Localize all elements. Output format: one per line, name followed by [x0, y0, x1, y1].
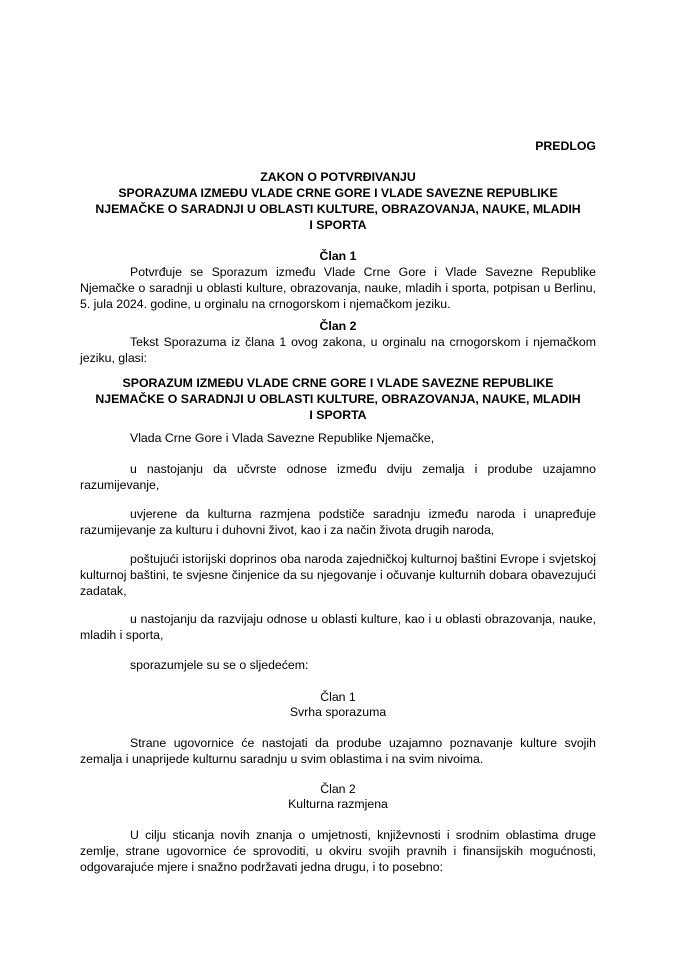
preamble-agreed: sporazumjele su se o sljedećem: [130, 658, 309, 672]
article-1-heading: Član 1 [320, 690, 356, 704]
clan-2-heading: Član 2 [319, 319, 357, 333]
law-title-line-1: ZAKON O POTVRĐIVANJU [260, 170, 416, 184]
clan-1-text: Potvrđuje se Sporazum između Vlade Crne Gore i Vlade Savezne Republike Njemačke o saradnji u oblasti kulture, obrazovanja, nauke, mladih i sporta, potpisan u Berlinu, 5. jula 2024. godine, u orginalu na crnogorskom i njemačkom jeziku. [80, 265, 596, 311]
preamble-paragraph-3: poštujući istorijski doprinos oba naroda zajedničkoj kulturnoj baštini Evrope i svjetskoj kulturnoj baštini, te svjesne činjenice da su njegovanje i očuvanje kulturnih dobara obavezujući zadatak, [80, 552, 596, 598]
preamble-paragraph-2: uvjerene da kulturna razmjena podstiče saradnju između naroda i unapređuje razumijevanje za kulturu i duhovni život, kao i za način života drugih naroda, [80, 507, 596, 537]
preamble-paragraph-4: u nastojanju da razvijaju odnose u oblasti kulture, kao i u oblasti obrazovanja, nauke, mladih i sporta, [80, 612, 596, 642]
law-title-line-4: I SPORTA [309, 218, 367, 232]
article-1-text: Strane ugovornice će nastojati da prodube uzajamno poznavanje kulture svojih zemalja i unaprijede kulturnu saradnju u svim oblastima i na svim nivoima. [80, 736, 596, 766]
law-title-line-3: NJEMAČKE O SARADNJI U OBLASTI KULTURE, OBRAZOVANJA, NAUKE, MLADIH [95, 202, 581, 216]
preamble-paragraph-1: u nastojanju da učvrste odnose između dviju zemalja i prodube uzajamno razumijevanje, [80, 462, 596, 492]
law-title [80, 169, 596, 233]
article-2-text: U cilju sticanja novih znanja o umjetnosti, književnosti i srodnim oblastima druge zemlje, strane ugovornice će sprovoditi, u okviru svojih pravnih i finansijskih mogućnosti, odgovarajuće mjere i snažno podržavati jedna drugu, i to posebno: [80, 828, 596, 874]
preamble-parties: Vlada Crne Gore i Vlada Savezne Republike Njemačke, [130, 431, 435, 445]
article-2-subtitle: Kulturna razmjena [288, 797, 388, 811]
agreement-title-line-1: SPORAZUM IZMEĐU VLADE CRNE GORE I VLADE SAVEZNE REPUBLIKE [122, 376, 554, 390]
clan-2-text: Tekst Sporazuma iz člana 1 ovog zakona, u orginalu na crnogorskom i njemačkom jeziku, glasi: [80, 335, 596, 365]
agreement-title-line-2: NJEMAČKE O SARADNJI U OBLASTI KULTURE, OBRAZOVANJA, NAUKE, MLADIH [95, 392, 581, 406]
agreement-title [80, 375, 596, 423]
article-2-heading: Član 2 [320, 782, 356, 796]
law-title-line-2: SPORAZUMA IZMEĐU VLADE CRNE GORE I VLADE SAVEZNE REPUBLIKE [118, 186, 558, 200]
clan-1-heading: Član 1 [319, 249, 357, 263]
agreement-title-line-3: I SPORTA [309, 408, 367, 422]
article-1-subtitle: Svrha sporazuma [289, 705, 387, 719]
predlog-label: PREDLOG [535, 139, 596, 153]
